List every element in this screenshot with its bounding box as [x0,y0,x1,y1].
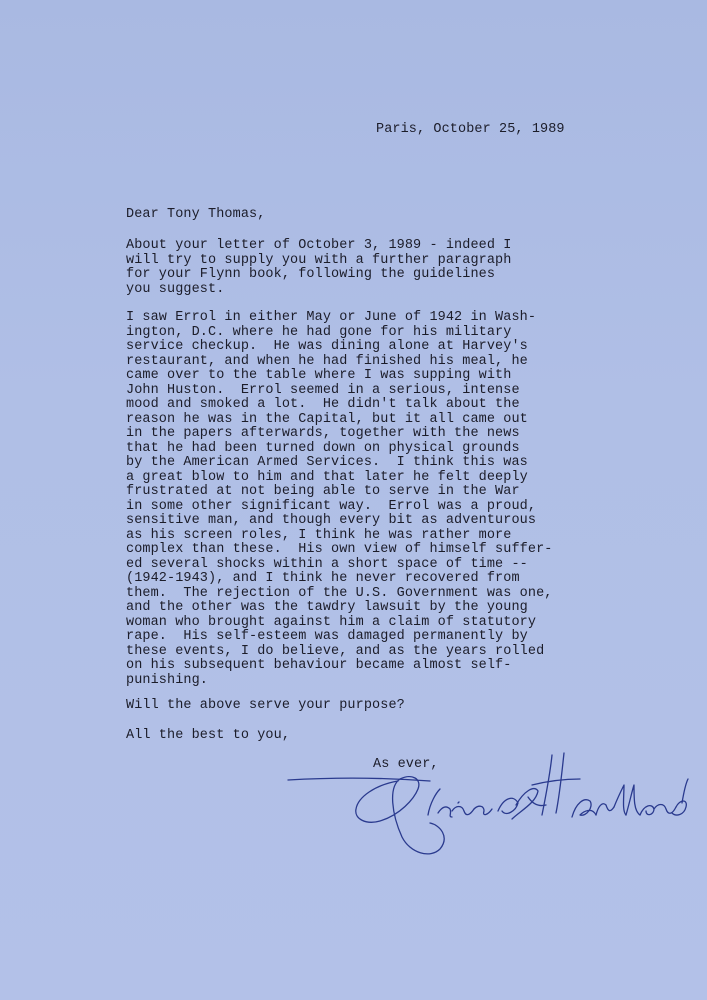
letter-line: in some other significant way. Errol was a proud, [126,498,537,514]
paragraph-body [126,311,552,688]
letter-line: in the papers afterwards, together with the news [126,426,520,441]
letter-line: for your Flynn book, following the guidelines [126,267,496,282]
salutation: Dear Tony Thomas, [126,207,266,222]
closing-wish: All the best to you, [126,728,291,743]
letter-line: you suggest. [126,281,225,297]
signoff: As ever, [373,757,439,772]
letter-line: frustrated at not being able to serve in the War [126,484,520,499]
letter-line: rape. His self-esteem was damaged permanently by [126,629,528,644]
letter-line: restaurant, and when he had finished his meal, he [126,353,528,369]
letter-line: by the American Armed Services. I think this was [126,455,528,470]
letter-line: will try to supply you with a further paragraph [126,252,512,268]
letter-line: ington, D.C. where he had gone for his military [126,324,512,340]
paragraph-intro [126,239,511,297]
letter-line: that he had been turned down on physical grounds [126,440,520,456]
letter-line: woman who brought against him a claim of statutory [126,614,537,630]
letter-line: on his subsequent behaviour became almost self- [126,658,512,673]
letter-line: punishing. [126,672,209,688]
letter-line: a great blow to him and that later he felt deeply [126,469,528,485]
letter-line: as his screen roles, I think he was rather more [126,527,512,543]
handwritten-signature [280,745,690,870]
letter-line: sensitive man, and though every bit as adventurous [126,513,537,528]
letter-line: (1942-1943), and I think he never recovered from [126,571,520,586]
letter-line: mood and smoked a lot. He didn't talk about the [126,397,520,412]
dateline: Paris, October 25, 1989 [376,122,565,137]
letter-line: them. The rejection of the U.S. Government was one, [126,585,553,601]
letter-line: ed several shocks within a short space of time -- [126,556,528,572]
closing-question: Will the above serve your purpose? [126,698,405,713]
letter-line: came over to the table where I was supping with [126,368,512,383]
letter-line: complex than these. His own view of himself suffer- [126,542,553,557]
letter-line: reason he was in the Capital, but it all came out [126,411,528,427]
letter-line: service checkup. He was dining alone at Harvey's [126,339,528,354]
letter-line: John Huston. Errol seemed in a serious, intense [126,382,520,398]
letter-line: these events, I do believe, and as the years rolled [126,643,545,659]
letter-line: and the other was the tawdry lawsuit by the young [126,600,528,615]
letter-line: I saw Errol in either May or June of 1942 in Wash- [126,310,537,325]
letter-line: About your letter of October 3, 1989 - indeed I [126,238,512,253]
